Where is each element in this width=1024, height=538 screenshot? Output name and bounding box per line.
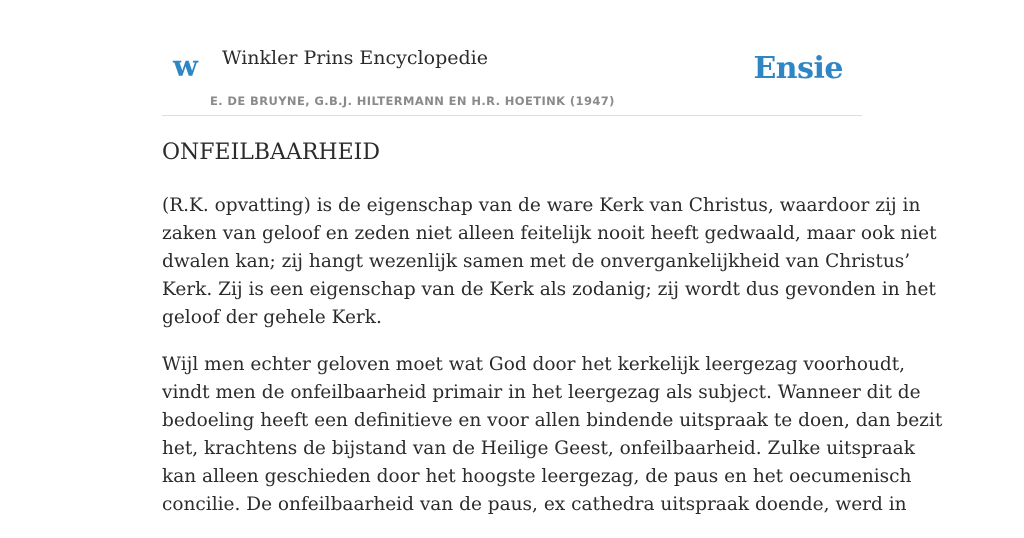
- text-line: geloof der gehele Kerk.: [162, 307, 382, 328]
- text-line: kan alleen geschieden door het hoogste leergezag, de paus en het oecumenisch: [162, 466, 912, 487]
- ensie-logo[interactable]: Ensie: [753, 51, 843, 86]
- article-body: [162, 192, 943, 538]
- article-paragraph: [162, 192, 937, 332]
- text-line: bedoeling heeft een definitieve en voor allen bindende uitspraak te doen, dan bezit: [162, 410, 943, 431]
- text-line: vindt men de onfeilbaarheid primair in het leergezag als subject. Wanneer dit de: [162, 382, 921, 403]
- text-line: concilie. De onfeilbaarheid van de paus, ex cathedra uitspraak doende, werd in: [162, 494, 907, 515]
- publication-title[interactable]: Winkler Prins Encyclopedie: [222, 47, 488, 69]
- article-headword: ONFEILBAARHEID: [162, 140, 380, 165]
- article-paragraph: [162, 351, 943, 519]
- text-line: Wijl men echter geloven moet wat God door het kerkelijk leergezag voorhoudt,: [162, 354, 906, 375]
- publication-authors: E. DE BRUYNE, G.B.J. HILTERMANN EN H.R. HOETINK (1947): [210, 94, 615, 108]
- winkler-prins-logo-icon[interactable]: w: [173, 49, 198, 83]
- text-line: het, krachtens de bijstand van de Heilige Geest, onfeilbaarheid. Zulke uitspraak: [162, 438, 915, 459]
- text-line: dwalen kan; zij hangt wezenlijk samen met de onvergankelijkheid van Christus’: [162, 251, 911, 272]
- text-line: Kerk. Zij is een eigenschap van de Kerk als zodanig; zij wordt dus gevonden in het: [162, 279, 936, 300]
- encyclopedia-header: [162, 40, 862, 116]
- text-line: zaken van geloof en zeden niet alleen feitelijk nooit heeft gedwaald, maar ook niet: [162, 223, 937, 244]
- text-line: (R.K. opvatting) is de eigenschap van de ware Kerk van Christus, waardoor zij in: [162, 195, 921, 216]
